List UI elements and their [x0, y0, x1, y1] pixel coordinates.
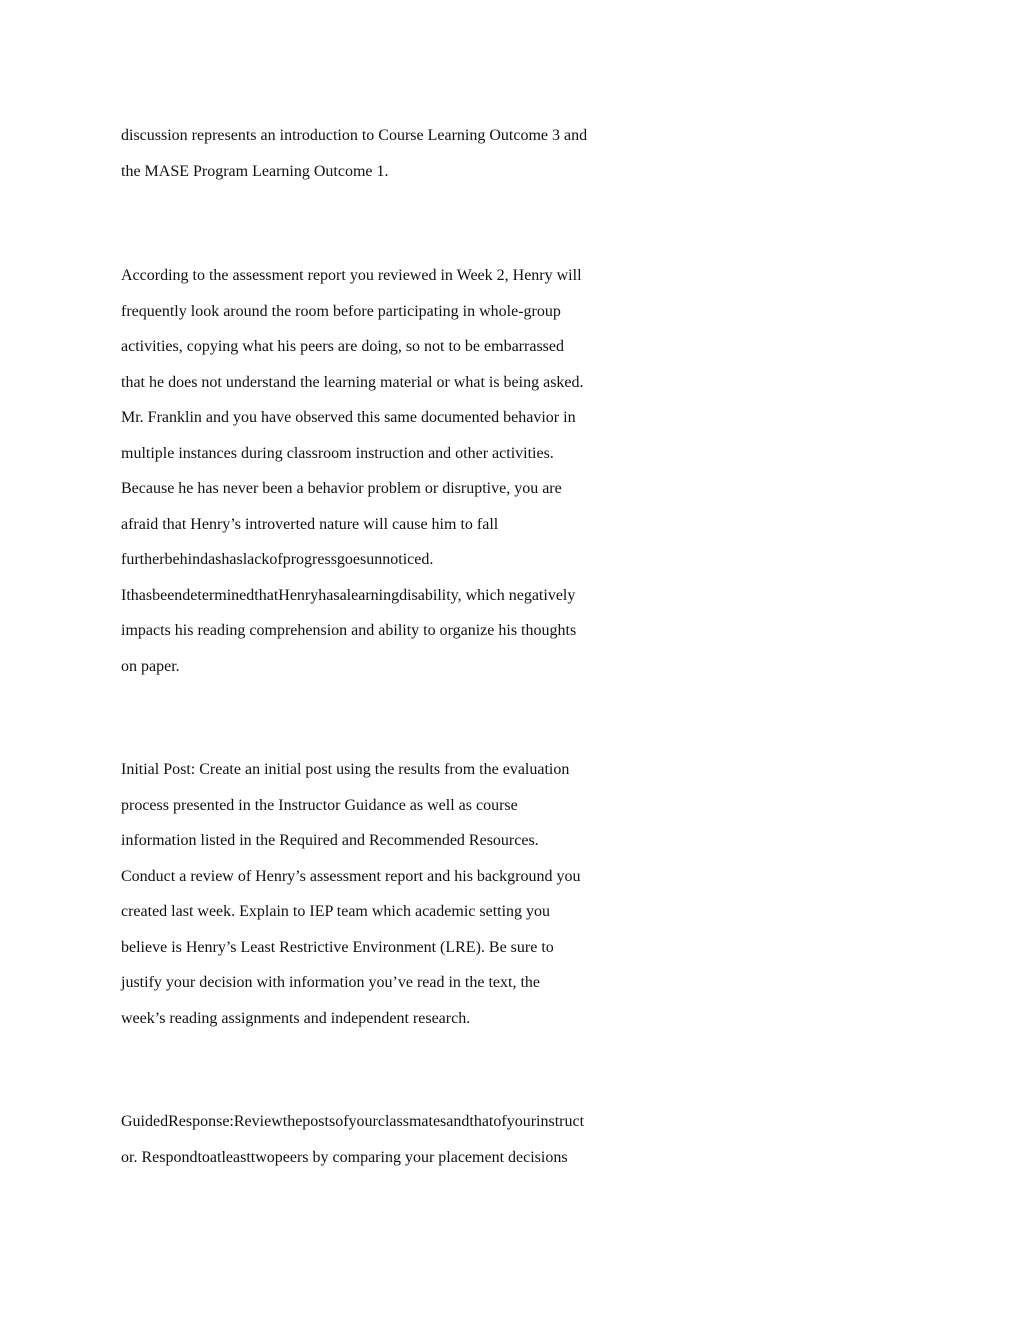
text-line: Because he has never been a behavior problem or disruptive, you are [121, 480, 562, 497]
paragraph-intro [121, 118, 921, 189]
text-line: believe is Henry’s Least Restrictive Environment (LRE). Be sure to [121, 938, 554, 956]
paragraph-assessment [121, 258, 921, 684]
text-line: Initial Post: Create an initial post using the results from the evaluation [121, 761, 570, 778]
text-line: created last week. Explain to IEP team which academic setting you [121, 903, 551, 920]
text-line: justify your decision with information you’ve read in the text, the [121, 974, 541, 991]
text-line: frequently look around the room before participating in whole-group [121, 302, 561, 320]
text-line: Conduct a review of Henry’s assessment report and his background you [121, 867, 581, 885]
text-line: that he does not understand the learning material or what is being asked. [121, 373, 584, 391]
text-line: Mr. Franklin and you have observed this same documented behavior in [121, 409, 576, 426]
text-line: impacts his reading comprehension and ability to organize his thoughts [121, 622, 577, 639]
text-line: week’s reading assignments and independent research. [121, 1009, 471, 1027]
text-line: multiple instances during classroom instruction and other activities. [121, 444, 554, 462]
text-line: furtherbehindashaslackofprogressgoesunnoticed. [121, 551, 434, 568]
paragraph-guided-response [121, 1104, 921, 1175]
text-line: According to the assessment report you reviewed in Week 2, Henry will [121, 267, 582, 284]
text-line: afraid that Henry’s introverted nature will cause him to fall [121, 515, 499, 533]
text-line: GuidedResponse:Reviewthepostsofyourclassmatesandthatofyourinstruct [121, 1113, 585, 1130]
text-line: information listed in the Required and Recommended Resources. [121, 832, 539, 849]
text-line: IthasbeendeterminedthatHenryhasalearningdisability, which negatively [121, 586, 576, 604]
text-line: the MASE Program Learning Outcome 1. [121, 162, 389, 180]
text-line: process presented in the Instructor Guidance as well as course [121, 796, 518, 814]
text-line: discussion represents an introduction to Course Learning Outcome 3 and [121, 127, 588, 144]
text-line: on paper. [121, 657, 180, 675]
paragraph-initial-post [121, 752, 921, 1036]
text-line: or. Respondtoatleasttwopeers by comparing your placement decisions [121, 1148, 568, 1166]
text-line: activities, copying what his peers are doing, so not to be embarrassed [121, 338, 564, 355]
